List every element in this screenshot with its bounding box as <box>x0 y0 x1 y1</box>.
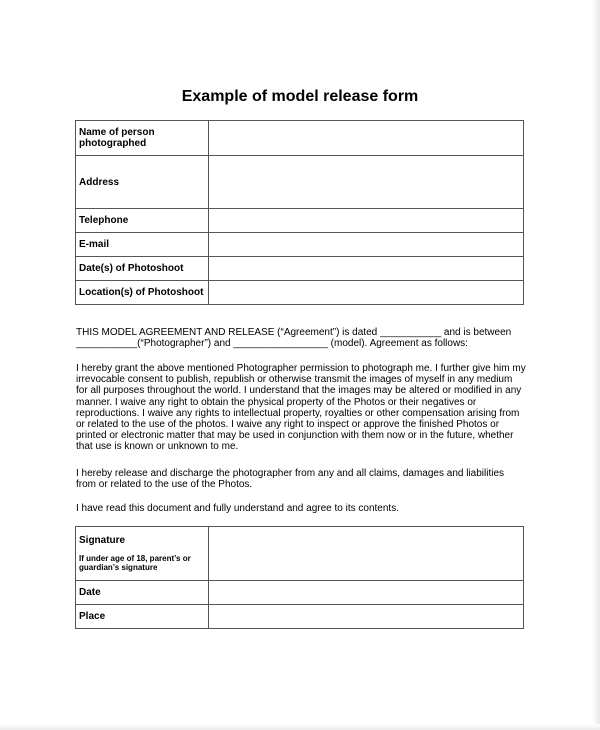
email-field[interactable] <box>209 233 524 257</box>
table-row <box>76 281 524 305</box>
name-label: Name of person photographed <box>76 121 209 156</box>
signature-field[interactable] <box>208 527 523 581</box>
photoshoot-date-label: Date(s) of Photoshoot <box>76 257 209 281</box>
telephone-label: Telephone <box>76 209 209 233</box>
consent-text: I hereby grant the above mentioned Photographer permission to photograph me. I further give him my irrevocable consent to publish, republish or otherwise transmit the images of myself in any medium for all purposes throughout the world. I understand that the images may be altered or modified in any manner. I waive any right to obtain the physical property of the Photos or their negatives or reproductions. I waive any rights to intellectual property, royalties or other compensation arising from or related to the use of the photos. I waive any right to inspect or approve the finished Photos or printed or electronic matter that may be used in conjunction with them now or in the future, whether that use is known or unknown to me. <box>76 363 526 453</box>
photoshoot-date-field[interactable] <box>209 257 524 281</box>
table-row <box>76 233 524 257</box>
photoshoot-location-field[interactable] <box>209 281 524 305</box>
agreement-intro <box>76 327 526 349</box>
date-label: Date <box>76 581 209 605</box>
acknowledgement-text: I have read this document and fully understand and agree to its contents. <box>76 503 399 514</box>
table-row <box>76 209 524 233</box>
table-row <box>76 605 524 629</box>
release-text: I hereby release and discharge the photographer from any and all claims, damages and liabilities from or related to the use of the Photos. <box>76 468 505 491</box>
signature-label-cell <box>76 527 209 581</box>
table-row <box>76 156 524 209</box>
date-field[interactable] <box>208 581 523 605</box>
place-field[interactable] <box>208 605 523 629</box>
table-row <box>76 121 524 156</box>
address-field[interactable] <box>209 156 524 209</box>
personal-details-table <box>75 120 524 305</box>
telephone-field[interactable] <box>209 209 524 233</box>
acknowledgement-paragraph <box>76 503 526 514</box>
page-title: Example of model release form <box>181 88 419 105</box>
agreement-intro-text: THIS MODEL AGREEMENT AND RELEASE (“Agreement”) is dated ___________ and is between ___________(“Photographer”) and _________________ (model). Agreement as follows: <box>76 327 512 350</box>
signature-table <box>75 526 524 629</box>
address-label: Address <box>76 156 209 209</box>
guardian-signature-label: If under age of 18, parent’s or guardian’s signature <box>79 554 191 572</box>
name-field[interactable] <box>209 121 524 156</box>
signature-label: Signature <box>79 535 126 546</box>
email-label: E-mail <box>76 233 209 257</box>
consent-paragraph <box>76 363 526 453</box>
table-row <box>76 257 524 281</box>
page-shadow-bottom <box>0 724 600 730</box>
place-label: Place <box>76 605 209 629</box>
table-row <box>76 581 524 605</box>
page-shadow-right <box>592 0 600 730</box>
release-paragraph <box>76 468 526 490</box>
photoshoot-location-label: Location(s) of Photoshoot <box>76 281 209 305</box>
table-row <box>76 527 524 581</box>
